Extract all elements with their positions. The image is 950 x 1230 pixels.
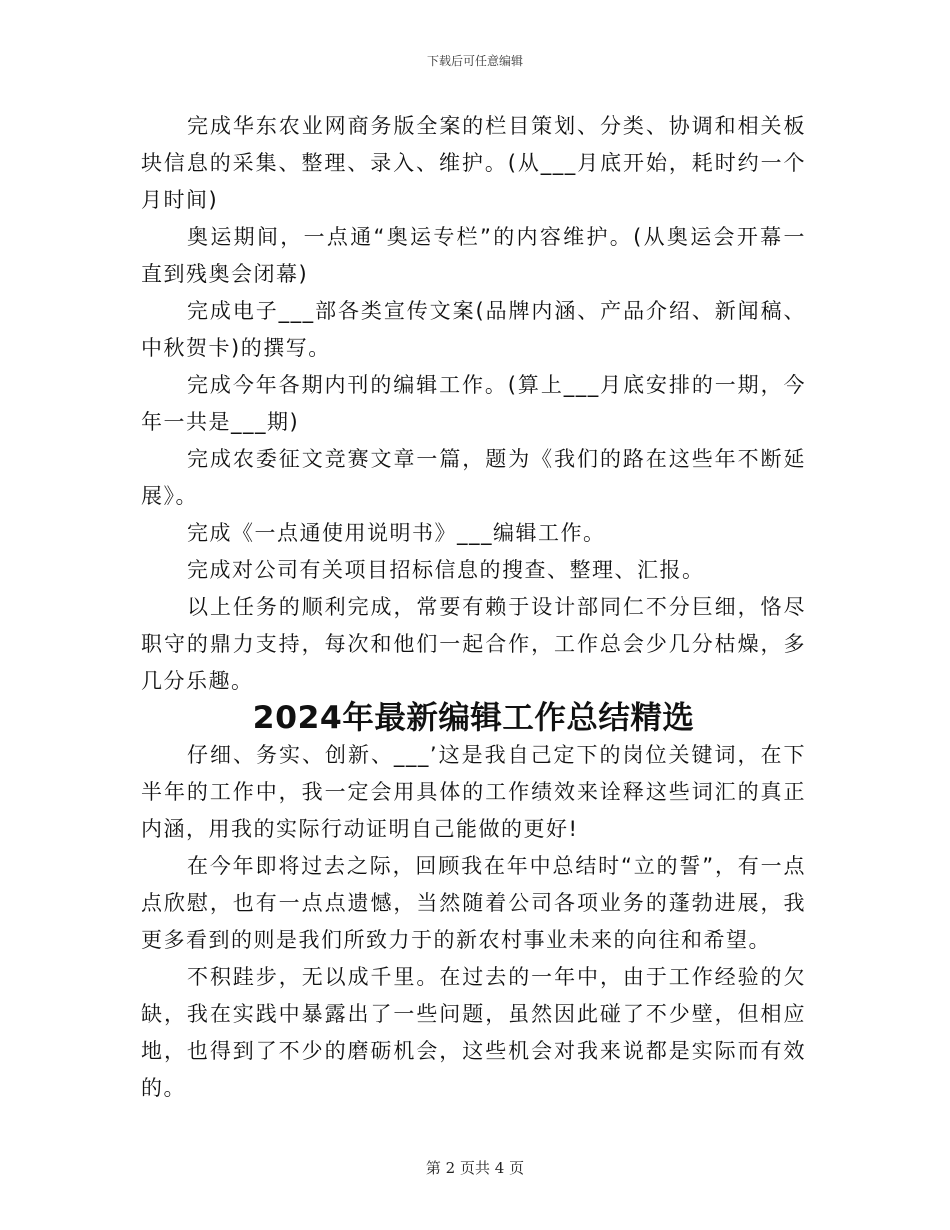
page-header: 下载后可任意编辑 bbox=[426, 54, 523, 68]
section-title: 2024年最新编辑工作总结精选 bbox=[252, 700, 695, 736]
paragraph-internal-magazine: 完成今年各期内刊的编辑工作。(算上___月底安排的一期，今年一共是___期) bbox=[141, 373, 806, 434]
page-footer: 第 2 页共 4 页 bbox=[425, 1159, 525, 1177]
paragraph-manual-editing: 完成《一点通使用说明书》___编辑工作。 bbox=[187, 521, 606, 545]
paragraph-bidding-info: 完成对公司有关项目招标信息的搜查、整理、汇报。 bbox=[187, 558, 705, 582]
paragraph-lessons: 不积跬步，无以成千里。在过去的一年中，由于工作经验的欠缺，我在实践中暴露出了一些问题，虽然因此碰了不少壁，但相应地，也得到了不少的磨砺机会，这些机会对我来说都是实际而有效的。 bbox=[141, 965, 806, 1100]
paragraph-olympic-column: 奥运期间，一点通“奥运专栏”的内容维护。(从奥运会开幕一直到残奥会闭幕) bbox=[141, 225, 806, 286]
paragraph-keywords: 仔细、务实、创新、___’这是我自己定下的岗位关键词，在下半年的工作中，我一定会用具体的工作绩效来诠释这些词汇的真正内涵，用我的实际行动证明自己能做的更好! bbox=[141, 743, 806, 841]
paragraph-essay-contest: 完成农委征文竞赛文章一篇，题为《我们的路在这些年不断延展》。 bbox=[141, 447, 806, 508]
document-body bbox=[141, 108, 806, 1107]
paragraph-copywriting: 完成电子___部各类宣传文案(品牌内涵、产品介绍、新闻稿、中秋贺卡)的撰写。 bbox=[141, 299, 806, 360]
paragraph-website-planning: 完成华东农业网商务版全案的栏目策划、分类、协调和相关板块信息的采集、整理、录入、维护。(从___月底开始，耗时约一个月时间) bbox=[141, 114, 806, 212]
paragraph-year-review: 在今年即将过去之际，回顾我在年中总结时“立的誓”，有一点点欣慰，也有一点点遗憾，当然随着公司各项业务的蓬勃进展，我更多看到的则是我们所致力于的新农村事业未来的向往和希望。 bbox=[141, 854, 806, 952]
paragraph-thanks-design-dept: 以上任务的顺利完成，常要有赖于设计部同仁不分巨细，恪尽职守的鼎力支持，每次和他们一起合作，工作总会少几分枯燥，多几分乐趣。 bbox=[141, 595, 806, 693]
